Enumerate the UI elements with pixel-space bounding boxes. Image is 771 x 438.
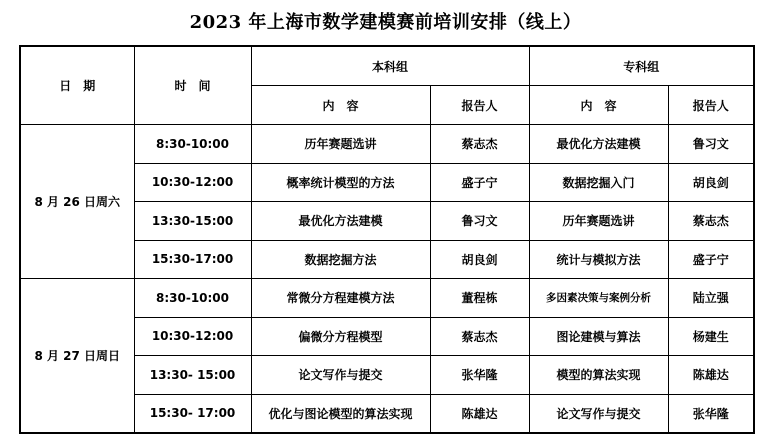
table-row xyxy=(20,125,754,164)
zhuanke-reporter-cell: 陈雄达 xyxy=(668,356,754,395)
header-group-benke: 本科组 xyxy=(251,46,529,86)
zhuanke-reporter-cell: 鲁习文 xyxy=(668,125,754,164)
benke-content-cell: 最优化方法建模 xyxy=(251,202,430,241)
benke-reporter-cell: 盛子宁 xyxy=(430,163,529,202)
date-cell: 8 月 26 日周六 xyxy=(20,125,134,279)
zhuanke-reporter-cell: 盛子宁 xyxy=(668,240,754,279)
benke-reporter-cell: 陈雄达 xyxy=(430,394,529,433)
header-date: 日 期 xyxy=(20,46,134,125)
header-group-zhuanke: 专科组 xyxy=(529,46,754,86)
benke-content-cell: 历年赛题选讲 xyxy=(251,125,430,164)
zhuanke-content-cell: 最优化方法建模 xyxy=(529,125,668,164)
benke-reporter-cell: 鲁习文 xyxy=(430,202,529,241)
zhuanke-content-cell: 论文写作与提交 xyxy=(529,394,668,433)
zhuanke-content-cell: 历年赛题选讲 xyxy=(529,202,668,241)
benke-content-cell: 常微分方程建模方法 xyxy=(251,279,430,318)
benke-content-cell: 偏微分方程模型 xyxy=(251,317,430,356)
time-cell: 13:30-15:00 xyxy=(134,202,251,241)
benke-reporter-cell: 胡良剑 xyxy=(430,240,529,279)
benke-content-cell: 优化与图论模型的算法实现 xyxy=(251,394,430,433)
time-cell: 10:30-12:00 xyxy=(134,163,251,202)
time-cell: 15:30- 17:00 xyxy=(134,394,251,433)
time-cell: 8:30-10:00 xyxy=(134,279,251,318)
benke-content-cell: 论文写作与提交 xyxy=(251,356,430,395)
benke-reporter-cell: 蔡志杰 xyxy=(430,125,529,164)
benke-reporter-cell: 董程栋 xyxy=(430,279,529,318)
table-row xyxy=(20,279,754,318)
header-row-1 xyxy=(20,46,754,86)
zhuanke-content-cell: 统计与模拟方法 xyxy=(529,240,668,279)
schedule-table xyxy=(19,45,755,434)
zhuanke-content-cell: 模型的算法实现 xyxy=(529,356,668,395)
date-cell: 8 月 27 日周日 xyxy=(20,279,134,434)
zhuanke-reporter-cell: 胡良剑 xyxy=(668,163,754,202)
time-cell: 15:30-17:00 xyxy=(134,240,251,279)
header-benke-content: 内 容 xyxy=(251,86,430,125)
benke-reporter-cell: 张华隆 xyxy=(430,356,529,395)
zhuanke-content-cell: 多因素决策与案例分析 xyxy=(529,279,668,318)
benke-content-cell: 概率统计模型的方法 xyxy=(251,163,430,202)
header-benke-reporter: 报告人 xyxy=(430,86,529,125)
zhuanke-reporter-cell: 陆立强 xyxy=(668,279,754,318)
header-zhuanke-reporter: 报告人 xyxy=(668,86,754,125)
benke-content-cell: 数据挖掘方法 xyxy=(251,240,430,279)
time-cell: 8:30-10:00 xyxy=(134,125,251,164)
page-title: 2023 年上海市数学建模赛前培训安排（线上） xyxy=(189,12,582,33)
zhuanke-reporter-cell: 张华隆 xyxy=(668,394,754,433)
header-time: 时 间 xyxy=(134,46,251,125)
benke-reporter-cell: 蔡志杰 xyxy=(430,317,529,356)
time-cell: 13:30- 15:00 xyxy=(134,356,251,395)
zhuanke-content-cell: 数据挖掘入门 xyxy=(529,163,668,202)
zhuanke-reporter-cell: 蔡志杰 xyxy=(668,202,754,241)
header-zhuanke-content: 内 容 xyxy=(529,86,668,125)
zhuanke-content-cell: 图论建模与算法 xyxy=(529,317,668,356)
time-cell: 10:30-12:00 xyxy=(134,317,251,356)
zhuanke-reporter-cell: 杨建生 xyxy=(668,317,754,356)
